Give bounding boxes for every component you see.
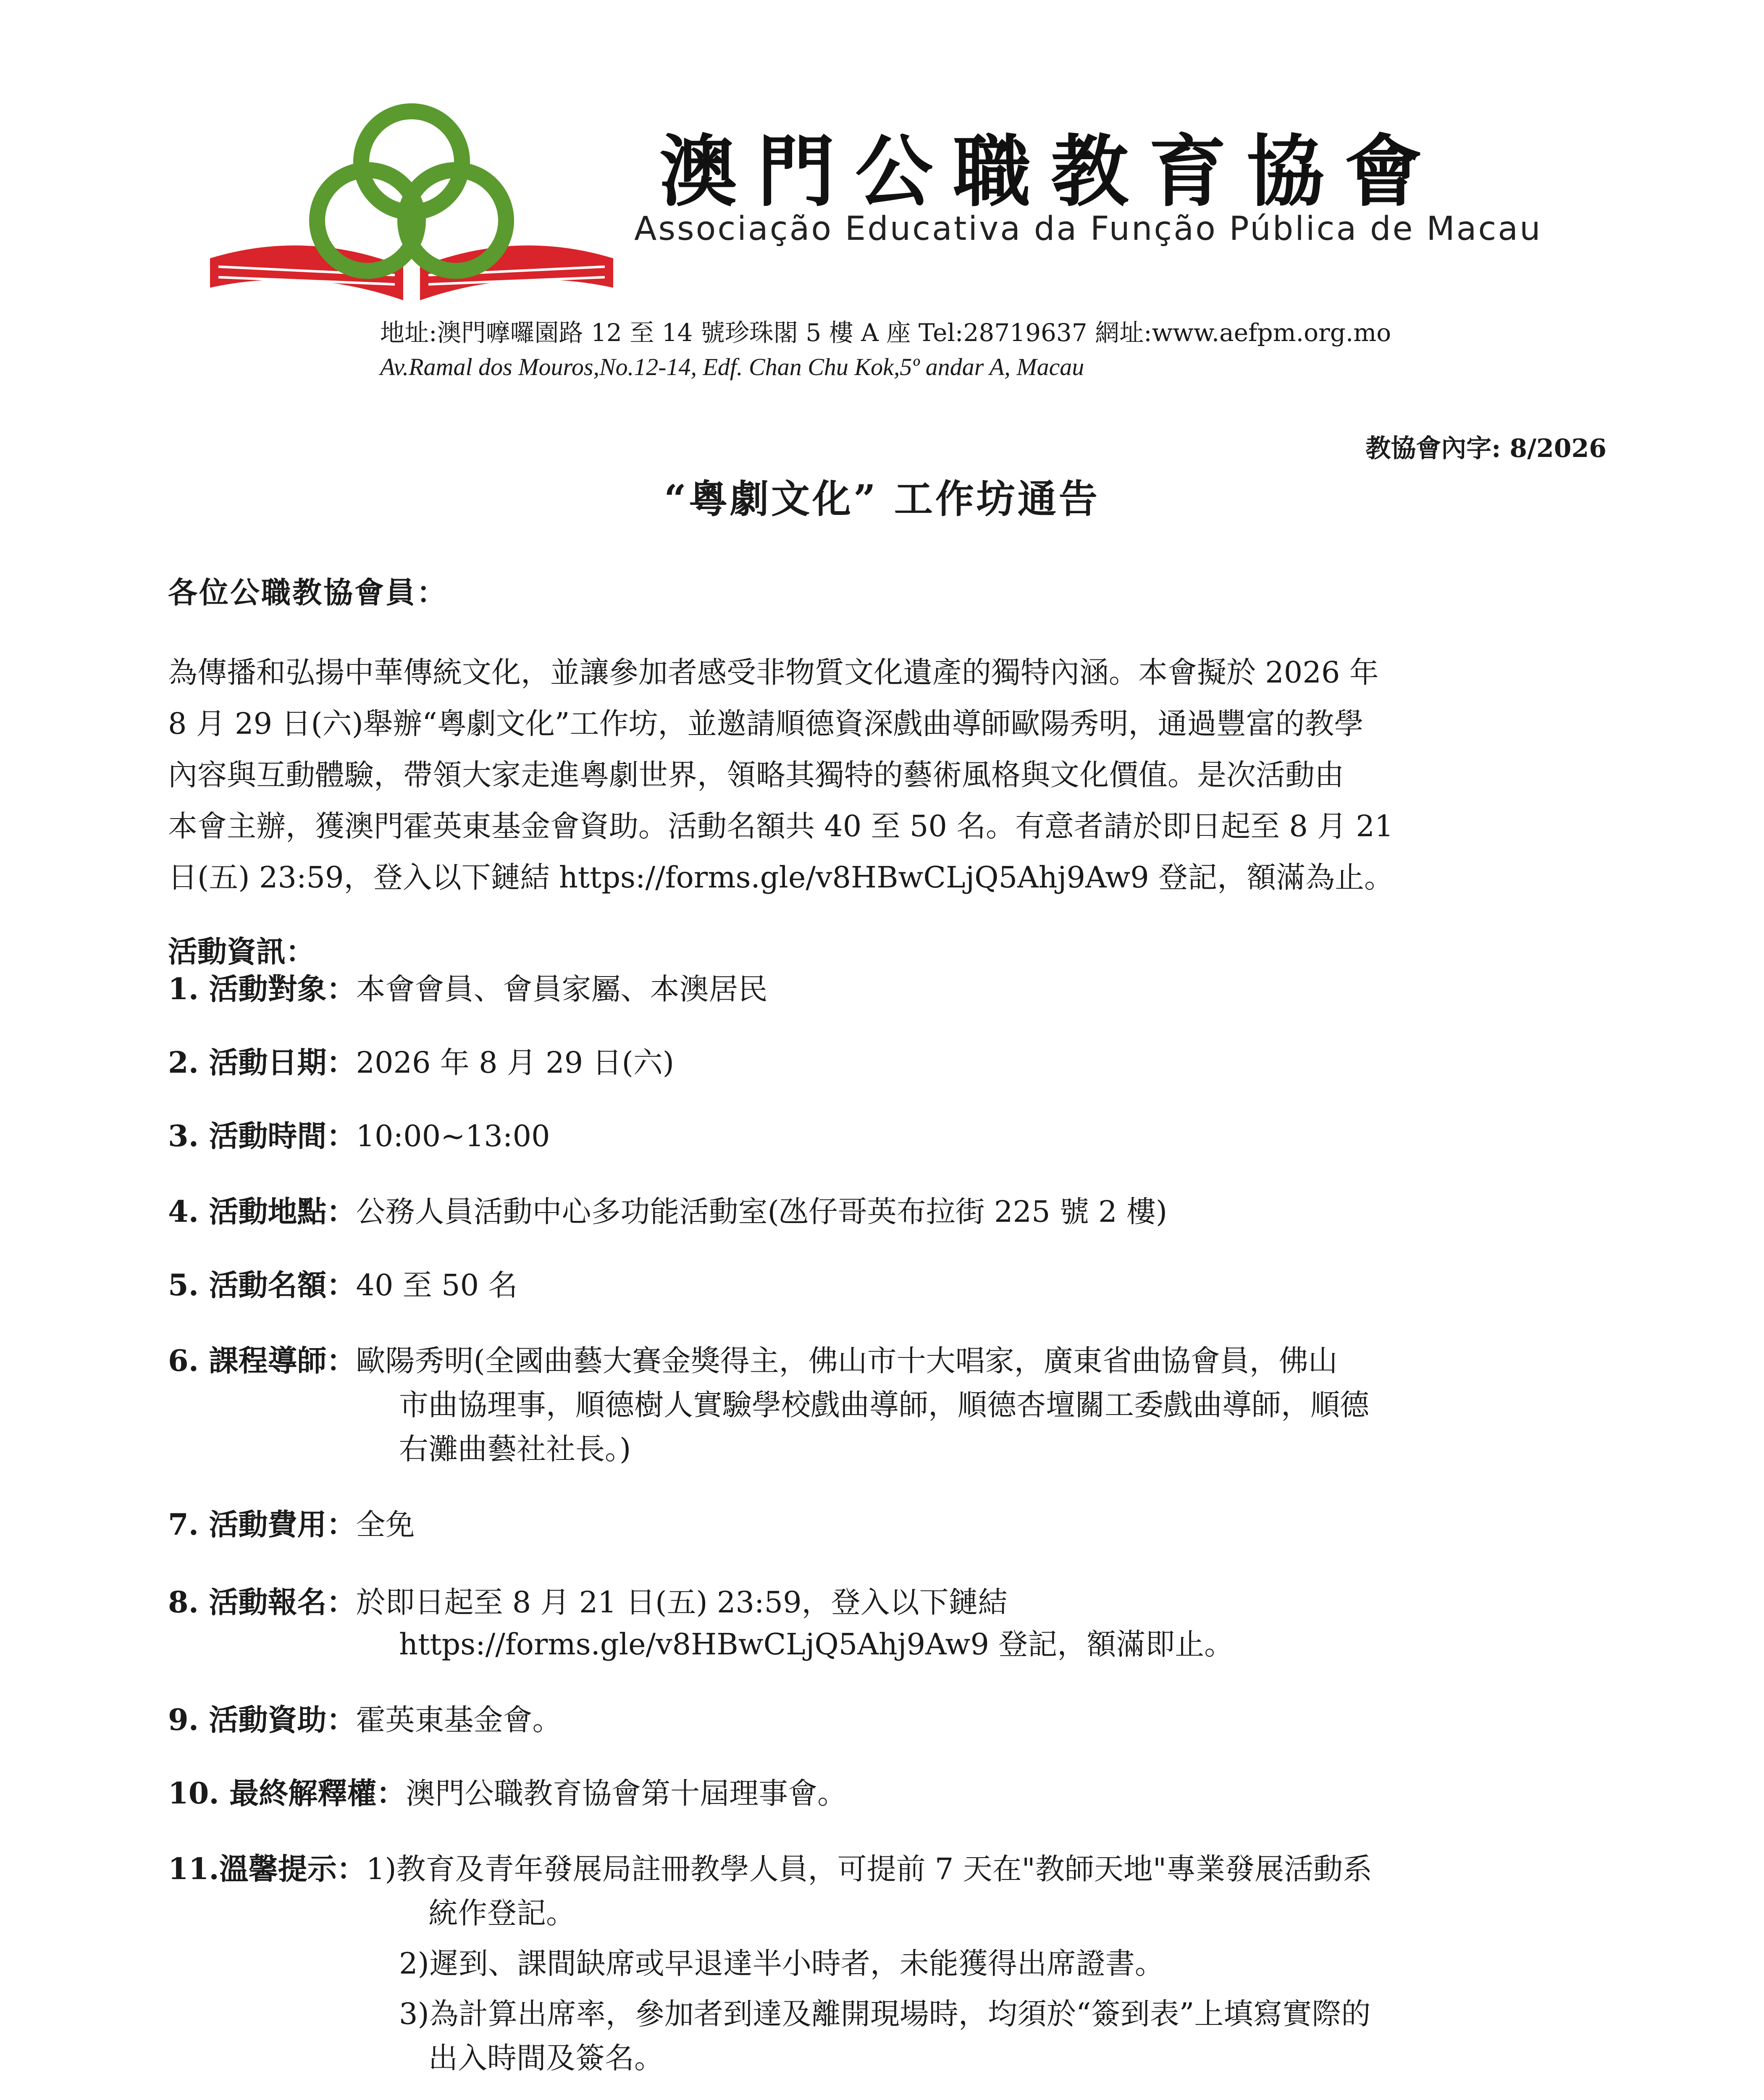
item-label: 1. 活動對象： (168, 971, 356, 1006)
item-label: 3. 活動時間： (168, 1118, 356, 1153)
address-chinese: 地址:澳門嚤囉園路 12 至 14 號珍珠閣 5 樓 A 座 Tel:28719637 網址:www.aefpm.org.mo (380, 318, 1391, 347)
intro-line: 為傳播和弘揚中華傳統文化，並讓參加者感受非物質文化遺產的獨特內涵。本會擬於 2026 年 (168, 655, 1379, 690)
notice-title: “粵劇文化” 工作坊通告 (664, 476, 1100, 522)
list-item (168, 1846, 1613, 1892)
item-continuation: https://forms.gle/v8HBwCLjQ5Ahj9Aw9 登記，額滿即止。 (399, 1627, 1234, 1662)
item-continuation: 右灘曲藝社社長。) (399, 1432, 631, 1466)
address-portuguese: Av.Ramal dos Mouros,No.12-14, Edf. Chan Chu Kok,5º andar A, Macau (380, 353, 1084, 381)
item-continuation: 市曲協理事，順德樹人實驗學校戲曲導師，順德杏壇關工委戲曲導師，順德 (399, 1388, 1369, 1422)
list-item (168, 966, 1613, 1012)
intro-paragraph (168, 647, 1613, 903)
list-item (168, 1189, 1613, 1235)
org-name-portuguese: Associação Educativa da Função Pública de Macau (634, 210, 1542, 248)
item-text: 澳門公職教育協會第十屆理事會。 (406, 1776, 847, 1811)
item-continuation: 3)為計算出席率，參加者到達及離開現場時，均須於“簽到表”上填寫實際的 (399, 1997, 1371, 2031)
intro-line: 日(五) 23:59，登入以下鏈結 https://forms.gle/v8HBwCLjQ5Ahj9Aw9 登記，額滿為止。 (168, 860, 1394, 895)
list-item (168, 1579, 1613, 1625)
item-text: 於即日起至 8 月 21 日(五) 23:59，登入以下鏈結 (356, 1585, 1008, 1620)
item-text: 2026 年 8 月 29 日(六) (356, 1045, 675, 1080)
item-label: 6. 課程導師： (168, 1343, 356, 1378)
item-label: 4. 活動地點： (168, 1194, 356, 1229)
greeting: 各位公職教協會員： (168, 575, 448, 610)
item-text: 1)教育及青年發展局註冊教學人員，可提前 7 天在"教師天地"專業發展活動系 (366, 1852, 1373, 1886)
item-text: 40 至 50 名 (356, 1268, 518, 1302)
item-text: 本會會員、會員家屬、本澳居民 (356, 972, 768, 1006)
org-name-chinese: 澳門公職教育協會 (659, 126, 1442, 217)
item-text: 歐陽秀明(全國曲藝大賽金獎得主，佛山市十大唱家，廣東省曲協會員，佛山 (356, 1344, 1338, 1378)
item-label: 8. 活動報名： (168, 1585, 356, 1620)
reference-number: 教協會內字: 8/2026 (1365, 434, 1606, 463)
item-text: 10:00~13:00 (356, 1119, 550, 1153)
item-label: 7. 活動費用： (168, 1507, 356, 1542)
item-label: 2. 活動日期： (168, 1045, 356, 1080)
item-label: 10. 最終解釋權： (168, 1776, 406, 1811)
list-item (168, 1502, 1613, 1548)
item-continuation: 統作登記。 (428, 1896, 575, 1930)
list-item (168, 1338, 1613, 1384)
list-item (168, 1770, 1613, 1816)
item-text: 霍英東基金會。 (356, 1703, 562, 1737)
intro-line: 本會主辦，獲澳門霍英東基金會資助。活動名額共 40 至 50 名。有意者請於即日起至 8 月 21 (168, 809, 1394, 843)
intro-line: 8 月 29 日(六)舉辦“粵劇文化”工作坊，並邀請順德資深戲曲導師歐陽秀明，通過豐富的教學 (168, 706, 1364, 741)
info-heading: 活動資訊： (168, 934, 315, 969)
item-text: 公務人員活動中心多功能活動室(氹仔哥英布拉街 225 號 2 樓) (356, 1194, 1168, 1229)
item-text: 全免 (356, 1507, 415, 1542)
item-label: 5. 活動名額： (168, 1268, 356, 1302)
item-label: 11.溫馨提示： (168, 1851, 366, 1886)
list-item (168, 1262, 1613, 1308)
list-item (168, 1040, 1613, 1086)
org-logo (202, 90, 622, 309)
item-continuation: 出入時間及簽名。 (428, 2041, 664, 2075)
item-label: 9. 活動資助： (168, 1702, 356, 1737)
list-item (168, 1697, 1613, 1743)
list-item (168, 1113, 1613, 1159)
intro-line: 內容與互動體驗，帶領大家走進粵劇世界，領略其獨特的藝術風格與文化價值。是次活動由 (168, 758, 1344, 792)
item-continuation: 2)遲到、課間缺席或早退達半小時者，未能獲得出席證書。 (399, 1946, 1164, 1981)
